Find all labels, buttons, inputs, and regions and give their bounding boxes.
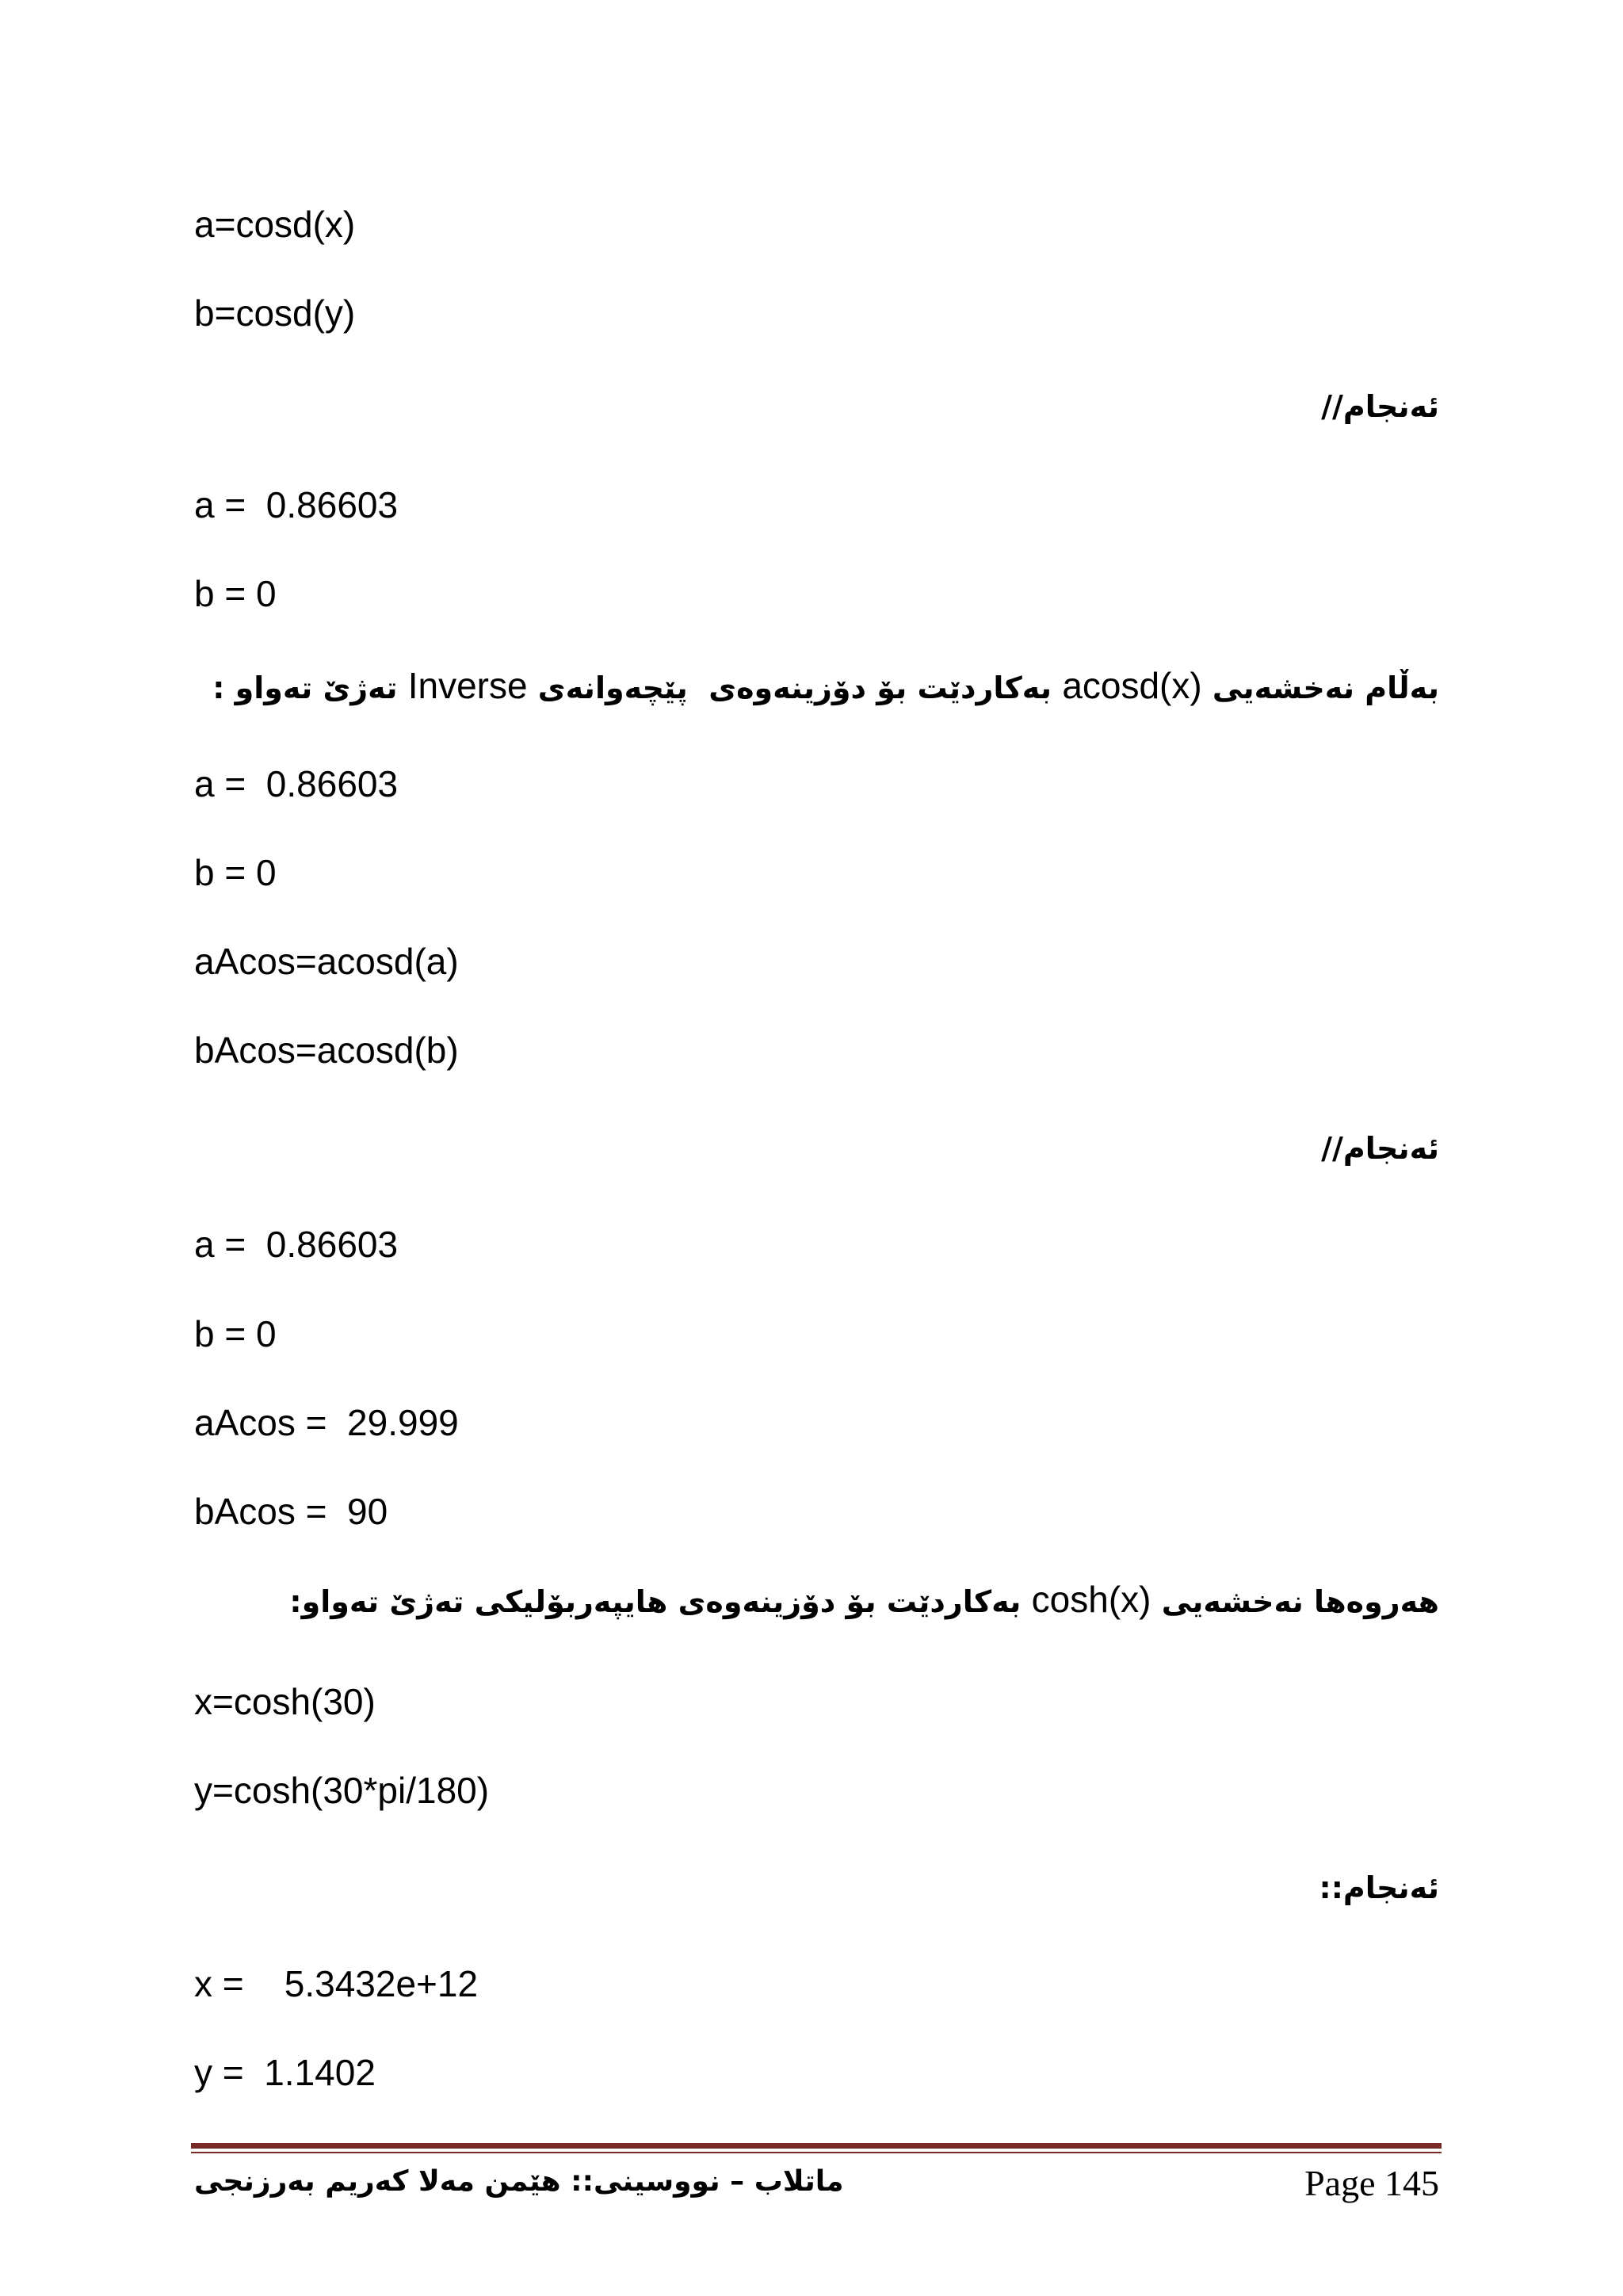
code-line-y-cosh: y=cosh(30*pi/180) bbox=[194, 1770, 490, 1811]
output-x-value: x = 5.3432e+12 bbox=[194, 1963, 479, 2004]
output-a-value: a = 0.86603 bbox=[194, 484, 399, 525]
cosh-text-start: هەروەها نەخشەیی bbox=[1151, 1584, 1439, 1619]
output-aacos-value: aAcos = 29.999 bbox=[194, 1402, 459, 1443]
result-heading: ئەنجام// bbox=[1321, 1131, 1439, 1166]
acosd-text-end: تەژێ تەواو : bbox=[212, 670, 408, 705]
page-number: Page 145 bbox=[1304, 2163, 1439, 2203]
code-line-b-value: b = 0 bbox=[194, 852, 277, 893]
output-bacos-value: bAcos = 90 bbox=[194, 1491, 388, 1532]
result-heading: ئەنجام// bbox=[1321, 389, 1439, 424]
acosd-text-mid: بەکاردێت بۆ دۆزینەوەی پێچەوانەی bbox=[527, 670, 1063, 705]
inverse-term: Inverse bbox=[407, 665, 528, 706]
code-line-a-value: a = 0.86603 bbox=[194, 763, 399, 804]
footer-rule-thick bbox=[191, 2143, 1442, 2149]
code-line-aacos: aAcos=acosd(a) bbox=[194, 941, 459, 982]
code-line-bacos: bAcos=acosd(b) bbox=[194, 1030, 459, 1071]
acosd-function-name: acosd(x) bbox=[1062, 665, 1202, 706]
output-a-value: a = 0.86603 bbox=[194, 1224, 399, 1265]
output-b-value: b = 0 bbox=[194, 573, 277, 614]
result-heading: ئەنجام:: bbox=[1319, 1870, 1439, 1905]
cosh-function-name: cosh(x) bbox=[1031, 1579, 1151, 1620]
output-b-value: b = 0 bbox=[194, 1313, 277, 1354]
output-y-value: y = 1.1402 bbox=[194, 2052, 376, 2093]
cosh-text-end: بەکاردێت بۆ دۆزینەوەی هایپەربۆلیکی تەژێ تەواو: bbox=[289, 1584, 1032, 1619]
footer-rule-thin bbox=[191, 2152, 1442, 2153]
cosh-description bbox=[289, 1581, 1439, 1618]
footer-author: ماتلاب – نووسینی:: هێمن مەلا کەریم بەرزنجی bbox=[194, 2165, 844, 2198]
acosd-text-start: بەڵام نەخشەیی bbox=[1201, 670, 1439, 705]
code-line-b-cosd: b=cosd(y) bbox=[194, 292, 356, 334]
acosd-description bbox=[212, 667, 1439, 704]
code-line-x-cosh: x=cosh(30) bbox=[194, 1681, 376, 1722]
code-line-a-cosd: a=cosd(x) bbox=[194, 204, 356, 245]
